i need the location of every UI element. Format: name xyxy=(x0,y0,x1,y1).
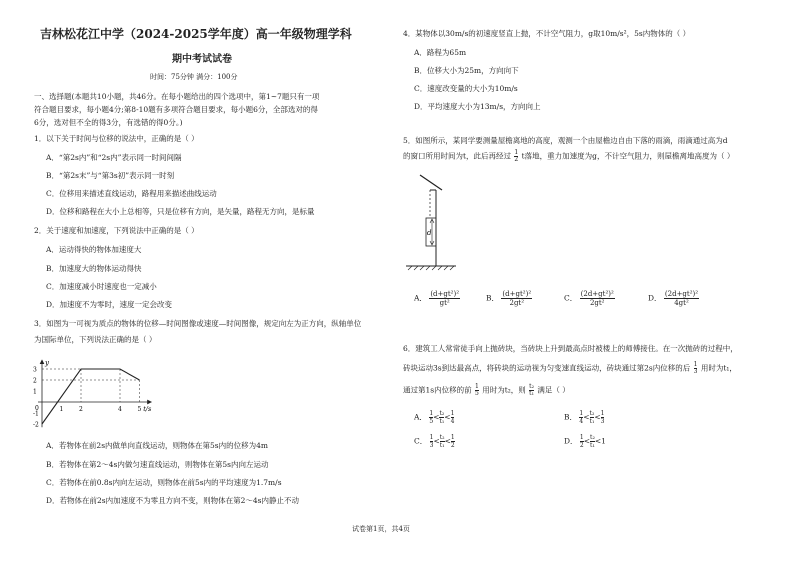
q6-d-lden: 2 xyxy=(579,442,584,449)
q5-option-a-letter: A． xyxy=(414,293,427,303)
q6-option-d-letter: D． xyxy=(564,436,578,446)
x-axis-label: t/s xyxy=(143,405,152,413)
q6-frac1-den: 3 xyxy=(693,368,698,375)
q6-c-mnum: t₂ xyxy=(439,434,445,441)
q6-d-mnum: t₂ xyxy=(590,434,595,441)
q5-option-c-den: 2gt² xyxy=(589,299,605,307)
q6-b-mden: t₁ xyxy=(589,418,595,425)
q6-stem-line2-end: 用时为t₁， xyxy=(700,363,737,373)
q5-option-b-den: 2gt² xyxy=(509,299,525,307)
q6-b-rnum: 1 xyxy=(600,410,605,417)
q6-b-lnum: 1 xyxy=(579,410,584,417)
q5-stem-line1: 5．如图所示，某同学要测量屋檐离地的高度，观测一个由屋檐边自由下落的雨滴，雨滴通过高为d xyxy=(403,136,728,145)
q6-stem-line3-a: 通过第1s内位移的前 xyxy=(403,385,472,395)
q5-stem-line2 xyxy=(403,150,734,163)
origin-label: 0 xyxy=(35,405,39,412)
q6-a-rnum: 1 xyxy=(450,410,455,417)
q6-a-lden: 5 xyxy=(429,418,434,425)
q6-frac2-num: 1 xyxy=(475,383,479,390)
q6-stem-line3 xyxy=(403,384,570,397)
q6-b-mnum: t₂ xyxy=(589,410,595,417)
y-tick-label: 1 xyxy=(33,388,37,396)
q5-frac-den: 2 xyxy=(514,156,519,163)
q5-option-c xyxy=(564,290,615,307)
exam-title: 吉林松花江中学（2024-2025学年度）高一年级物理学科 xyxy=(40,27,352,41)
q1-stem: 1．以下关于时间与位移的说法中，正确的是（ ） xyxy=(34,134,199,143)
x-tick-label: 1 xyxy=(59,406,64,413)
q2-option-c: C．加速度减小时速度也一定减小 xyxy=(46,282,157,291)
q5-option-d xyxy=(648,290,699,307)
q5-option-b-letter: B． xyxy=(486,293,500,303)
q6-option-c: C． $\frac{1}{3}$ < $\frac{\text{t₂}}{\text{t₁}}$ < $\frac{1}{2}$ xyxy=(414,434,455,449)
series-line xyxy=(42,369,140,424)
q6-option-b: B． $\frac{1}{4}$ < $\frac{\text{t₂}}{\text{t₁}}$ < $\frac{1}{3}$ xyxy=(564,410,605,425)
q6-stem-line2-text: 砖块运动3s到达最高点，将砖块的运动视为匀变速直线运动，砖块通过第2s内位移的后 xyxy=(403,363,691,373)
q6-stem-line3-b: 用时为t₂，则 xyxy=(482,385,526,395)
q3-stem-line2: 为国际单位，下列说法正确的是（ ） xyxy=(34,335,157,344)
q3-stem-line1: 3．如图为一可视为质点的物体的位移—时间图像或速度—时间图像，规定向左为正方向，纵轴单位 xyxy=(34,319,362,328)
q6-stem-line2 xyxy=(403,362,737,375)
q3-graph xyxy=(28,344,168,436)
q6-a-rden: 4 xyxy=(450,418,455,425)
q2-option-a: A．运动得快的物体加速度大 xyxy=(46,245,142,254)
page-footer: 试卷第1页，共4页 xyxy=(352,525,410,533)
q4-option-b: B．位移大小为25m，方向向下 xyxy=(414,66,519,75)
q6-option-a-letter: A． xyxy=(414,412,427,422)
time-and-score: 时间：75分钟 满分：100分 xyxy=(150,73,238,81)
q3-option-a: A．若物体在前2s内做单向直线运动，则物体在第5s内的位移为4m xyxy=(46,441,269,450)
q3-option-d: D．若物体在前2s内加速度不为零且方向不变，则物体在第2～4s内静止不动 xyxy=(46,496,300,505)
x-tick-label: 2 xyxy=(79,406,83,413)
q6-option-b-letter: B． xyxy=(564,412,578,422)
q5-option-c-num: (2d+gt²)² xyxy=(580,290,614,298)
q3-option-c: C．若物体在前0.8s内向左运动，则物体在前5s内的平均速度为1.7m/s xyxy=(46,478,282,487)
q6-d-mden: t₁ xyxy=(590,442,595,449)
x-tick-label: 4 xyxy=(118,406,122,413)
q1-option-a: A．“第2s内”和“2s内”表示同一时间间隔 xyxy=(46,153,182,162)
q5-option-a xyxy=(414,290,460,307)
q5-option-a-den: gt² xyxy=(439,299,450,307)
q2-option-b: B．加速度大的物体运动得快 xyxy=(46,264,142,273)
q6-c-rnum: 1 xyxy=(450,434,455,441)
q5-option-c-letter: C． xyxy=(564,293,578,303)
q4-stem: 4．某物体以30m/s的初速度竖直上抛，不计空气阻力，g取10m/s²，5s内物体的（ ） xyxy=(403,29,691,38)
exam-name: 期中考试试卷 xyxy=(172,54,232,65)
q5-option-a-num: (d+gt²)² xyxy=(430,290,460,298)
q6-frac2-den: 5 xyxy=(475,390,479,397)
y-tick-label: 2 xyxy=(33,377,37,385)
x-tick-label: 5 xyxy=(137,406,142,413)
q6-ratio-den: t₁ xyxy=(529,390,534,397)
section-intro-line3: 6分，选对但不全的得3分，有选错的得0分。) xyxy=(34,118,183,127)
q6-c-lnum: 1 xyxy=(429,434,434,441)
y-tick-label: -2 xyxy=(33,421,39,429)
q5-frac-num: 1 xyxy=(514,149,519,156)
q5-option-d-num: (2d+gt²)² xyxy=(664,290,699,298)
q4-option-d: D．平均速度大小为13m/s，方向向上 xyxy=(414,102,541,111)
q6-option-a: A． $\frac{1}{5}$ < $\frac{\text{t₂}}{\text{t₁}}$ < $\frac{1}{4}$ xyxy=(414,410,455,425)
q5-stem-part-b: t落地，重力加速度为g，不计空气阻力，则屋檐离地高度为（ ） xyxy=(521,151,735,161)
q5-option-b xyxy=(486,290,532,307)
q1-option-d: D．位移和路程在大小上总相等，只是位移有方向，是矢量，路程无方向，是标量 xyxy=(46,207,315,216)
y-tick-label: 3 xyxy=(33,366,37,374)
q2-option-d: D．加速度不为零时，速度一定会改变 xyxy=(46,300,173,309)
q5-stem-part-a: 的窗口所用时间为t，此后再经过 xyxy=(403,151,512,161)
q6-a-lnum: 1 xyxy=(429,410,434,417)
q6-c-mden: t₁ xyxy=(439,442,445,449)
q6-a-mnum: t₂ xyxy=(439,410,445,417)
q5-building-figure xyxy=(400,170,460,280)
q6-frac1-num: 1 xyxy=(693,361,698,368)
q6-a-mden: t₁ xyxy=(439,418,445,425)
q6-c-lden: 3 xyxy=(429,442,434,449)
q6-c-rden: 2 xyxy=(450,442,455,449)
q5-option-b-num: (d+gt²)² xyxy=(502,290,532,298)
q1-option-c: C．位移用来描述直线运动，路程用来描述曲线运动 xyxy=(46,189,217,198)
section-intro-line1: 一、选择题(本题共10小题，共46分。在每小题给出的四个选项中，第1~7题只有一项 xyxy=(34,92,320,101)
q5-option-d-letter: D． xyxy=(648,293,662,303)
q6-option-d: D． $\frac{1}{2}$ < $\frac{\text{t₂}}{\text{t₁}}$ <1 xyxy=(564,434,606,449)
q4-option-a: A．路程为65m xyxy=(414,48,467,57)
q3-option-b: B．若物体在第2～4s内做匀速直线运动，则物体在第5s内向左运动 xyxy=(46,460,269,469)
q1-option-b: B．“第2s末”与“第3s初”表示同一时刻 xyxy=(46,171,175,180)
q4-option-c: C．速度改变量的大小为10m/s xyxy=(414,84,518,93)
q6-stem-line3-c: 满足（ ） xyxy=(537,385,570,395)
q6-d-lnum: 1 xyxy=(579,434,584,441)
q6-b-lden: 4 xyxy=(579,418,584,425)
q6-option-c-letter: C． xyxy=(414,436,428,446)
section-intro-line2: 符合题目要求，每小题4分;第8-10题有多项符合题目要求，每小题6分，全部选对的得 xyxy=(34,105,318,114)
y-tick-label: -1 xyxy=(33,410,39,418)
q2-stem: 2．关于速度和加速度，下列说法中正确的是（ ） xyxy=(34,226,199,235)
q6-stem-line1: 6．建筑工人常常徒手向上抛砖块，当砖块上升到最高点时被楼上的师傅接住。在一次抛砖的过程中， xyxy=(403,344,738,353)
q6-b-rden: 3 xyxy=(600,418,605,425)
q6-d-right: <1 xyxy=(594,436,606,446)
q5-option-d-den: 4gt² xyxy=(674,299,689,307)
y-axis-label: y xyxy=(45,359,49,368)
q5-figure-label-d: d xyxy=(427,229,432,237)
q6-ratio-num: t₂ xyxy=(529,383,534,390)
